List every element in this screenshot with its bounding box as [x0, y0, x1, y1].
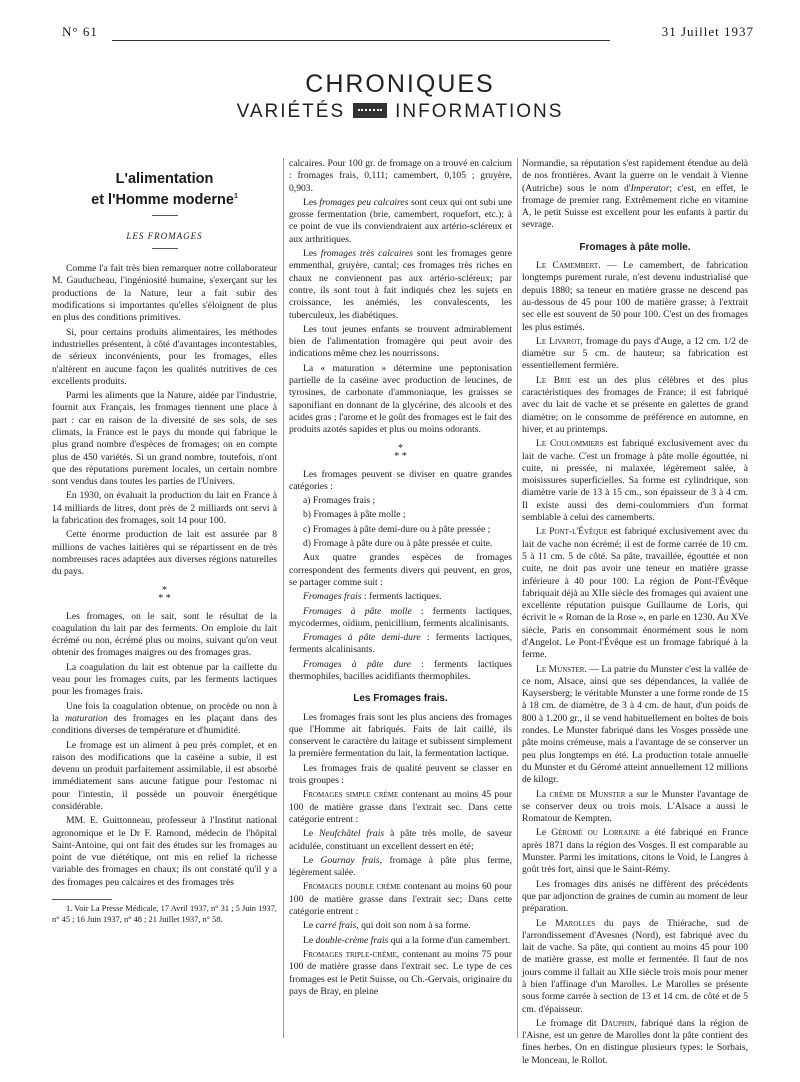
- column-divider: [283, 158, 284, 1038]
- paragraph: Fromages triple-crème, contenant au moins 75 pour 100 de matière grasse dans l'extrait sec. Le type de ces fromages est le Petit Suisse, ou Ch.-Gervais, originaire du pays de Bray, en pleine: [289, 948, 512, 997]
- masthead: [0, 70, 800, 123]
- paragraph: Normandie, sa réputation s'est rapidement étendue au delà de nos frontières. Avant la guerre on le vendait à Vienne (Autriche) sous le nom d'Imperator; c'est, en effet, le fromage de premier rang. Extrêmement riche en vitamine A, le petit Suisse est excellent pour les enfants à partir du sevrage.: [522, 158, 748, 231]
- asterism-icon: * * *: [158, 584, 171, 604]
- paragraph: Le carré frais, qui doit son nom à sa forme.: [303, 920, 471, 932]
- paragraph: Fromages simple crème contenant au moins 45 pour 100 de matière grasse dans l'extrait sec. Dans cette catégorie entrent :: [289, 789, 512, 825]
- paragraph: Le fromage dit Dauphin, fabriqué dans la région de l'Aisne, est un genre de Marolles dont la pâte contient des fines herbes. On en distingue plusieurs types: le Sorbais, le Monceau, le Rollot.: [522, 1017, 748, 1066]
- masthead-subtitle: [0, 101, 800, 123]
- title-line-2: et l'Homme moderne: [91, 191, 234, 208]
- masthead-varietes: VARIÉTÉS: [236, 101, 346, 122]
- masthead-title: CHRONIQUES: [305, 70, 495, 98]
- paragraph: Les fromages très calcaires sont les fromages genre emmenthal, gruyère, cantal; ces fromages très riches en chaux ne conviennent pas aux artério-scléreux; par contre, ils sont tout à fait indiqués chez les sujets en croissance, les anémiés, les convalescents, les tuberculeux, les diabétiques.: [289, 248, 512, 321]
- paragraph: La coagulation du lait est obtenue par la caillette du veau pour les fromages cuits, par les ferments lactiques pour les fromages frais.: [52, 661, 277, 698]
- paragraph: Le Marolles du pays de Thiérache, sud de l'arrondissement d'Avesnes (Nord), est fabriqué avec du lait de vache. Sa pâte, qui contient au moins 45 pour 100 de matière grasse, est molle et fermentée. Il faut de nos jours comme il fallait au XIIe siècle trois mois pour mener à bien l'affinage d'un Marolles. Le Marolles se présente sous forme carrée à section de 13 et 14 cm. de côté et de 5 cm. d'épaisseur.: [522, 917, 748, 1015]
- paragraph: Les tout jeunes enfants se trouvent admirablement bien de l'alimentation fromagère qui peut avoir des indications même chez les nourrissons.: [289, 323, 512, 360]
- list-item: b) Fromages à pâte molle ;: [303, 509, 406, 521]
- paragraph: Les fromages peuvent se diviser en quatre grandes catégories :: [289, 468, 512, 492]
- list-item: c) Fromages à pâte demi-dure ou à pâte pressée ;: [303, 523, 491, 535]
- paragraph: Le fromage est un aliment à peu près complet, et en raison des modifications que la caséine a subie, il est devenu un produit parfaitement assimilable, il est absorbé immédiatement sans aucune fatigue pour l'estomac ni pour l'intestin, il possède un pouvoir énergétique considérable.: [52, 739, 277, 812]
- paragraph: La crème de Munster a sur le Munster l'avantage de se conserver deux ou trois mois. L'Alsace a aussi le Romatour de Kempten.: [522, 788, 748, 825]
- asterism-icon: * * *: [394, 442, 407, 462]
- list-item: Fromages à pâte demi-dure : ferments lactiques, ferments alcalinisants.: [289, 632, 512, 656]
- paragraph: Parmi les aliments que la Nature, aidée par l'industrie, fournit aux Français, les fromages tiennent une place à part : car en raison de la diversité de ses sols, de ses climats, la France est le pays du monde qui fabrique le plus grand nombre d'espèces de fromages; on en compte plus de 450 variétés. Si un grand nombre, toutefois, n'ont que des réputations purement locales, un certain nombre sont vendus dans toutes les parties de l'Univers.: [52, 390, 277, 488]
- paragraph: Le Camembert. — Le camembert, de fabrication longtemps purement rurale, n'est devenu industrialisé que depuis 1880; sa teneur en matière grasse ne descend pas au-dessous de 45 pour 100 de matière grasse; à l'extrait sec elle est souvent de 50 pour 100. C'est un des fromages les plus estimés.: [522, 260, 748, 333]
- paragraph: Le Munster. — La patrie du Munster c'est la vallée de ce nom, Alsace, ainsi que ses dépendances, la vallée de Kaysersberg; le véritable Munster a une forme ronde de 15 à 18 cm. de diamètre, de 3 à 4 cm. de haut, d'un poids de 800 à 1.200 gr., il se vend habituellement en boîtes de bois rondes. Le Munster fabriqué dans les Vosges possède une pâte moins crémeuse, mais a l'avantage de se conserver un peu plus longtemps en été. La production totale annuelle du Munster et du Géromé atteint annuellement 12 millions de kilogr.: [522, 663, 748, 786]
- ornament-icon: [353, 103, 387, 118]
- column-1: [52, 158, 277, 927]
- title-rule: [152, 215, 178, 216]
- header-rule: [112, 40, 610, 41]
- masthead-informations: INFORMATIONS: [395, 101, 564, 122]
- paragraph: Si, pour certains produits alimentaires, les méthodes industrielles présentent, à côté d'avantages incontestables, de sérieux inconvénients, pour les fromages, elles n'altèrent en aucune façon les qualités nutritives de ces excellents produits.: [52, 326, 277, 387]
- paragraph: Aux quatre grandes espèces de fromages correspondent des ferments divers qui peuvent, en gros, se partager comme suit :: [289, 552, 512, 588]
- paragraph: Le double-crème frais qui a la forme d'un camembert.: [303, 934, 511, 946]
- paragraph: Les fromages peu calcaires sont ceux qui ont subi une grosse fermentation (brie, camembert, roquefort, etc.); à ce point de vue ils conviendraient aux artério-scléreux et aux arthritiques.: [289, 196, 513, 245]
- page-header: [52, 22, 760, 44]
- paragraph: Le Brie est un des plus célèbres et des plus caractéristiques des fromages de France; il est fabriqué avec du lait de vache et se présente en galettes de grand diamètre; on le consomme de préférence en automne, en hiver, et au printemps.: [522, 374, 748, 435]
- section-heading: Les Fromages frais.: [353, 693, 448, 705]
- paragraph: Les fromages, on le sait, sont le résultat de la coagulation du lait par des ferments. On emploie du lait écrémé ou non, écrémé plus ou moins, suivant qu'on veut obtenir des fromages maigres ou des fromages gras.: [52, 610, 277, 659]
- footnote: 1. Voir La Presse Médicale, 17 Avril 1937, n° 31 ; 5 Juin 1937, n° 45 ; 16 Juin 1937, n° 48 ; 21 Juillet 1937, n° 58.: [52, 904, 277, 924]
- list-item: d) Fromage à pâte dure ou à pâte pressée et cuite.: [303, 538, 493, 550]
- column-2: [289, 158, 512, 1000]
- paragraph: Le Livarot, fromage du pays d'Auge, a 12 cm. 1/2 de diamètre sur 5 cm. de hauteur; sa fabrication est essentiellement fermière.: [522, 335, 748, 372]
- paragraph: Le Coulommiers est fabriqué exclusivement avec du lait de vache. C'est un fromage à pâte molle égouttée, ni cuite, ni pressée, ni malaxée, légèrement salée, à moisissures superficielles. Sa forme est cylindrique, son diamètre varie de 13 à 15 cm., son épaisseur de 3 à 4 cm. Il existe aussi des demi-coulommiers d'un format semblable à celui des camemberts.: [522, 438, 748, 524]
- list-item: Fromages frais : ferments lactiques.: [303, 591, 442, 603]
- paragraph: Les fromages frais sont les plus anciens des fromages que l'Homme ait fabriqués. Faits de lait caillé, ils conservent le caractère du laitage et subissent simplement la première fermentation du lait, la fermentation lactique.: [289, 711, 512, 760]
- column-3: [522, 158, 748, 1069]
- paragraph: Le Gournay frais, fromage à pâte plus ferme, légèrement salée.: [289, 854, 512, 879]
- list-item: Fromages à pâte molle : ferments lactiques, mycodermes, oïdium, penicillium, ferments alcalinisants.: [289, 605, 513, 629]
- paragraph: Cette énorme production de lait est assurée par 8 millions de vaches laitières qui se répartissent en de très nombreuses races adaptées aux diverses régions naturelles du pays.: [52, 529, 277, 578]
- paragraph: Fromages double crème contenant au moins 60 pour 100 de matière grasse dans l'extrait sec; Dans cette catégorie entrent :: [289, 881, 512, 918]
- paragraph: Une fois la coagulation obtenue, on procède ou non à la maturation des fromages en les plaçant dans des conditions diverses de température et d'humidité.: [52, 700, 278, 737]
- issue-number: N° 61: [62, 24, 98, 39]
- footnote-rule: [52, 899, 112, 900]
- paragraph: Le Géromé ou Lorraine a été fabriqué en France après 1871 dans la région des Vosges. Il est comparable au Munster. Parmi les imitations, citons le Void, le Langres à goût très fort, ainsi que le Saint-Rémy.: [522, 827, 748, 876]
- list-item: Fromages à pâte dure : ferments lactiques thermophiles, bacilles acidifiants thermophiles.: [289, 658, 512, 682]
- article-subtitle: LES FROMAGES: [126, 230, 203, 241]
- paragraph: Le Pont-l'Évêque est fabriqué exclusivement avec du lait de vache non écrémé; il est de forme carrée de 10 cm. 5 à 11 cm. 5 de côté. Sa pâte, travaillée, égouttée et non cuite, ne doit pas avoir une teneur en matière grasse inférieure à 40 pour 100. La région de Pont-l'Évêque fabriquait déjà au XIIe siècle des fromages qui avaient une excellente réputation puisque Guillaume de Loris, qui écrivit le « Roman de la Rose », en parle en 1230. Au XVe siècle, Paris en consommait énormément sous le nom d'Angelot. Le Pont-l'Évêque est un fromage fabriqué à la ferme.: [522, 526, 748, 661]
- paragraph: Les fromages dits anisés ne diffèrent des précédents que par adjonction de graines de cumin au moment de leur préparation.: [522, 878, 748, 915]
- title-line-1: L'alimentation: [115, 171, 214, 187]
- paragraph: Comme l'a fait très bien remarquer notre collaborateur M. Gauducheau, l'ingéniosité humaine, s'exerçant sur les productions de la Nature, leur a fait subir des modifications si importantes qu'elles s'éloignent de plus en plus des conditions primitives.: [52, 263, 277, 324]
- footnote-mark: 1: [233, 193, 238, 200]
- paragraph: La « maturation » détermine une peptonisation partielle de la caséine avec production de leucines, de tyrosines, de carbonate d'ammoniaque, les graisses se saponifiant en donnant de la glycérine, des alcools et des acides gras ; l'arome et le goût des fromages est le fait des produits azotés sapides et plus ou moins odorants.: [289, 362, 512, 436]
- paragraph: MM. E. Guittonneau, professeur à l'Institut national agronomique et le Dr F. Ramond, médecin de l'hôpital Saint-Antoine, qui ont fait des études sur les fromages au point de vue diététique, ont mis en relief la richesse variable des fromages en chaux; ils ont constaté qu'il y a des fromages peu calcaires et des fromages très: [52, 815, 277, 888]
- paragraph: En 1930, on évaluait la production du lait en France à 14 milliards de litres, dont près de 2 milliards ont servi à la fabrication des fromages, soit 14 pour 100.: [52, 490, 277, 527]
- paragraph: calcaires. Pour 100 gr. de fromage on a trouvé en calcium : fromages frais, 0,111; camembert, 0,105 ; gruyère, 0,903.: [289, 158, 512, 194]
- subtitle-rule: [152, 248, 178, 249]
- issue-date: 31 Juillet 1937: [661, 24, 754, 39]
- paragraph: Le Neufchâtel frais à pâte très molle, de saveur acidulée, constituant un excellent dessert en été;: [289, 828, 512, 852]
- section-heading: Fromages à pâte molle.: [579, 241, 691, 253]
- list-item: a) Fromages frais ;: [303, 495, 376, 507]
- paragraph: Les fromages frais de qualité peuvent se classer en trois groupes :: [289, 762, 512, 787]
- column-divider: [517, 158, 518, 1038]
- article-title: [52, 170, 277, 209]
